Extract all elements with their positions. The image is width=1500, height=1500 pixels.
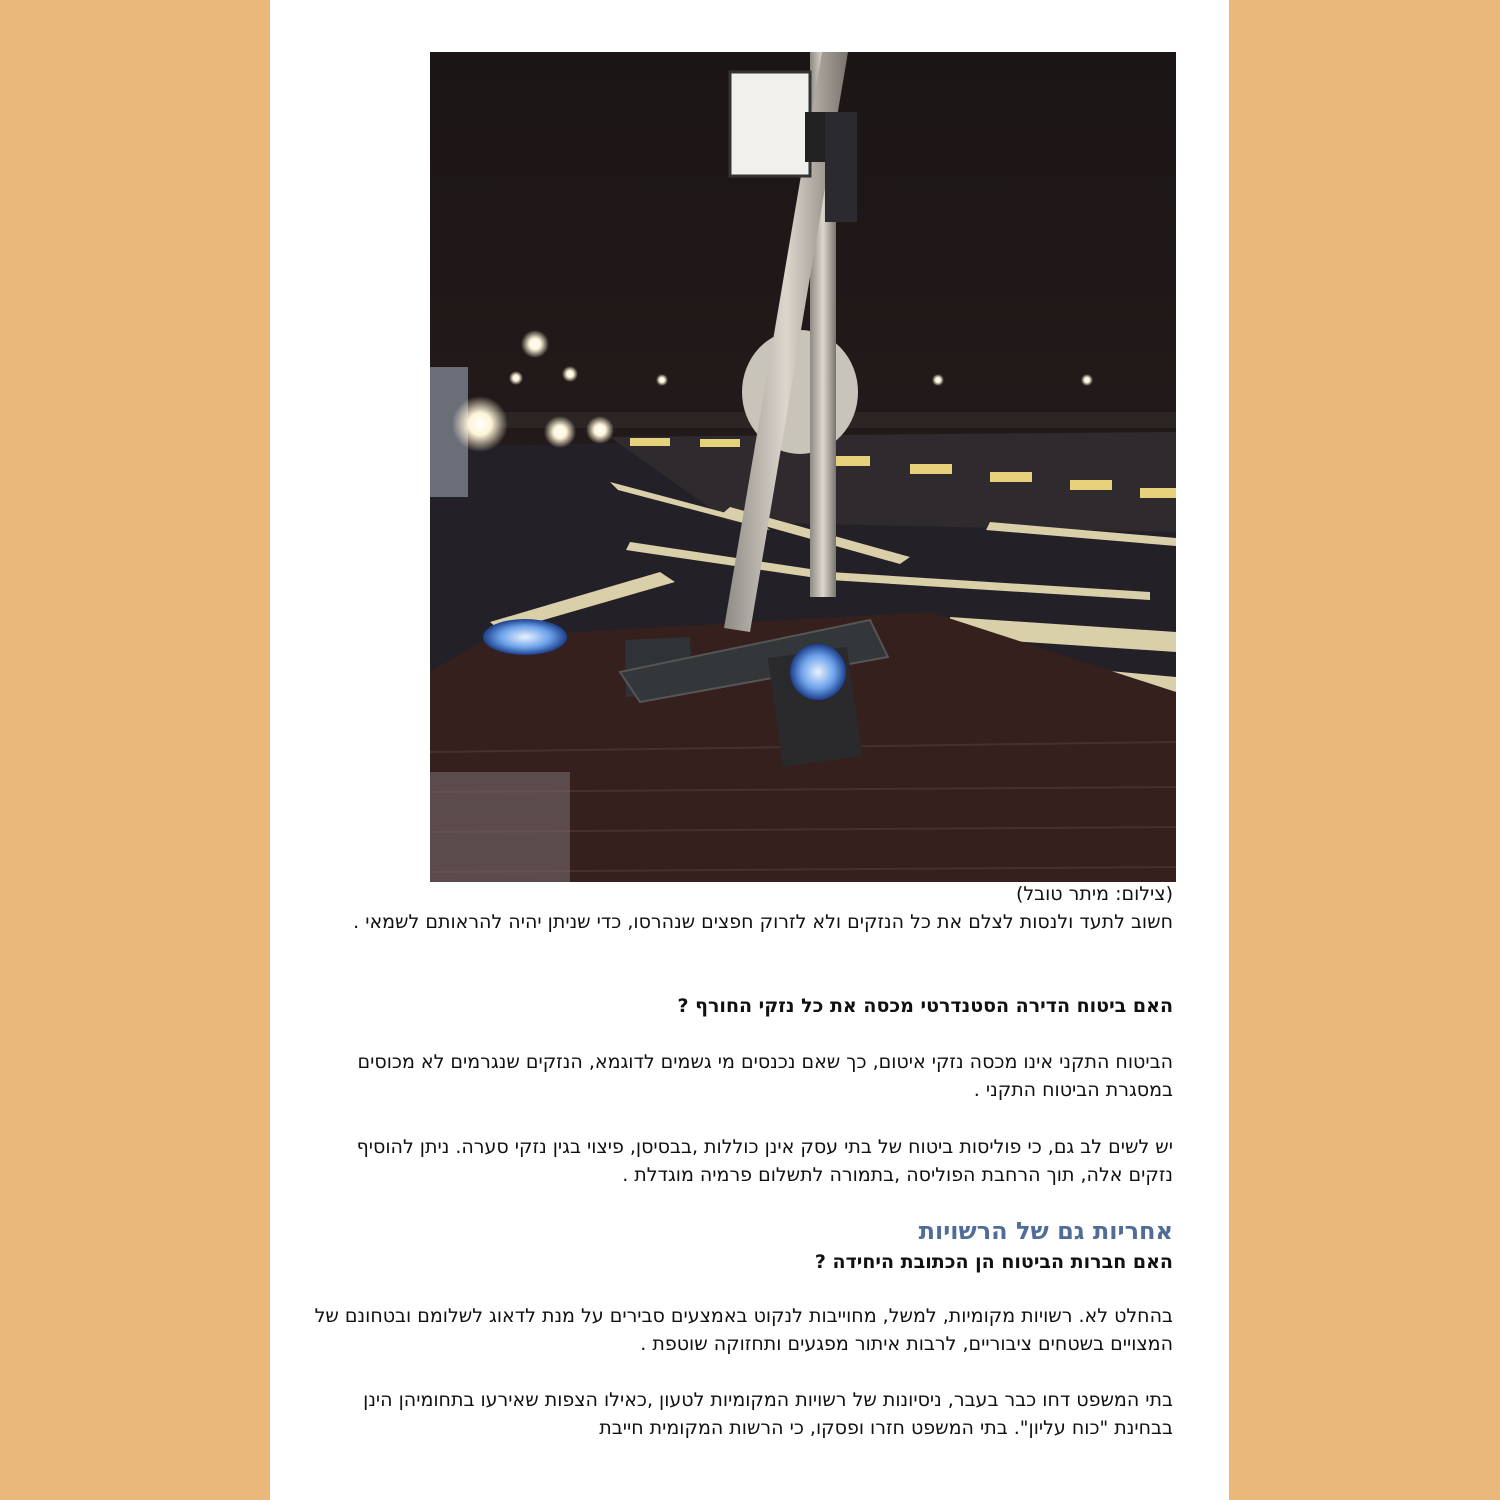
- photo-fallen-traffic-light: [430, 52, 1176, 882]
- paragraph-local-authorities: בהחלט לא. רשויות מקומיות, למשל, מחוייבות לנקוט באמצעים סבירים על מנת לדאוג לשלומם ובטחונם של המצויים בשטחים ציבוריים, לרבות איתור מפגעים ותחזוקה שוטפת .: [314, 1305, 1173, 1355]
- question-insurance-companies: האם חברות הביטוח הן הכתובת היחידה ?: [814, 1251, 1173, 1273]
- section-heading-authorities: אחריות גם של הרשויות: [918, 1217, 1173, 1245]
- paragraph-courts: בתי המשפט דחו כבר בעבר, ניסיונות של רשויות המקומיות לטעון ,כאילו הצפות שאירעו בתחומיהן הינן בבחינת "כוח עליון". בתי המשפט חזרו ופסקו, כי הרשות המקומית חייבת: [363, 1389, 1173, 1439]
- question-standard-insurance: האם ביטוח הדירה הסטנדרטי מכסה את כל נזקי החורף ?: [677, 995, 1173, 1017]
- paragraph-business-policies: יש לשים לב גם, כי פוליסות ביטוח של בתי עסק אינן כוללות ,בבסיסן, פיצוי בגין נזקי סערה. ניתן להוסיף נזקים אלה, תוך הרחבת הפוליסה ,בתמורה לתשלום פרמיה מוגדלת .: [356, 1136, 1173, 1186]
- document-page: [270, 0, 1229, 1500]
- photo-illustration: [430, 52, 1176, 882]
- paragraph-sealing-damage: הביטוח התקני אינו מכסה נזקי איטום, כך שאם נכנסים מי גשמים לדוגמא, הנזקים שנגרמים לא מכוסים במסגרת הביטוח התקני .: [357, 1051, 1173, 1101]
- note-paragraph: חשוב לתעד ולנסות לצלם את כל הנזקים ולא לזרוק חפצים שנהרסו, כדי שניתן יהיה להראותם לשמאי .: [353, 911, 1173, 933]
- photo-caption: (צילום: מיתר טובל): [1015, 883, 1173, 905]
